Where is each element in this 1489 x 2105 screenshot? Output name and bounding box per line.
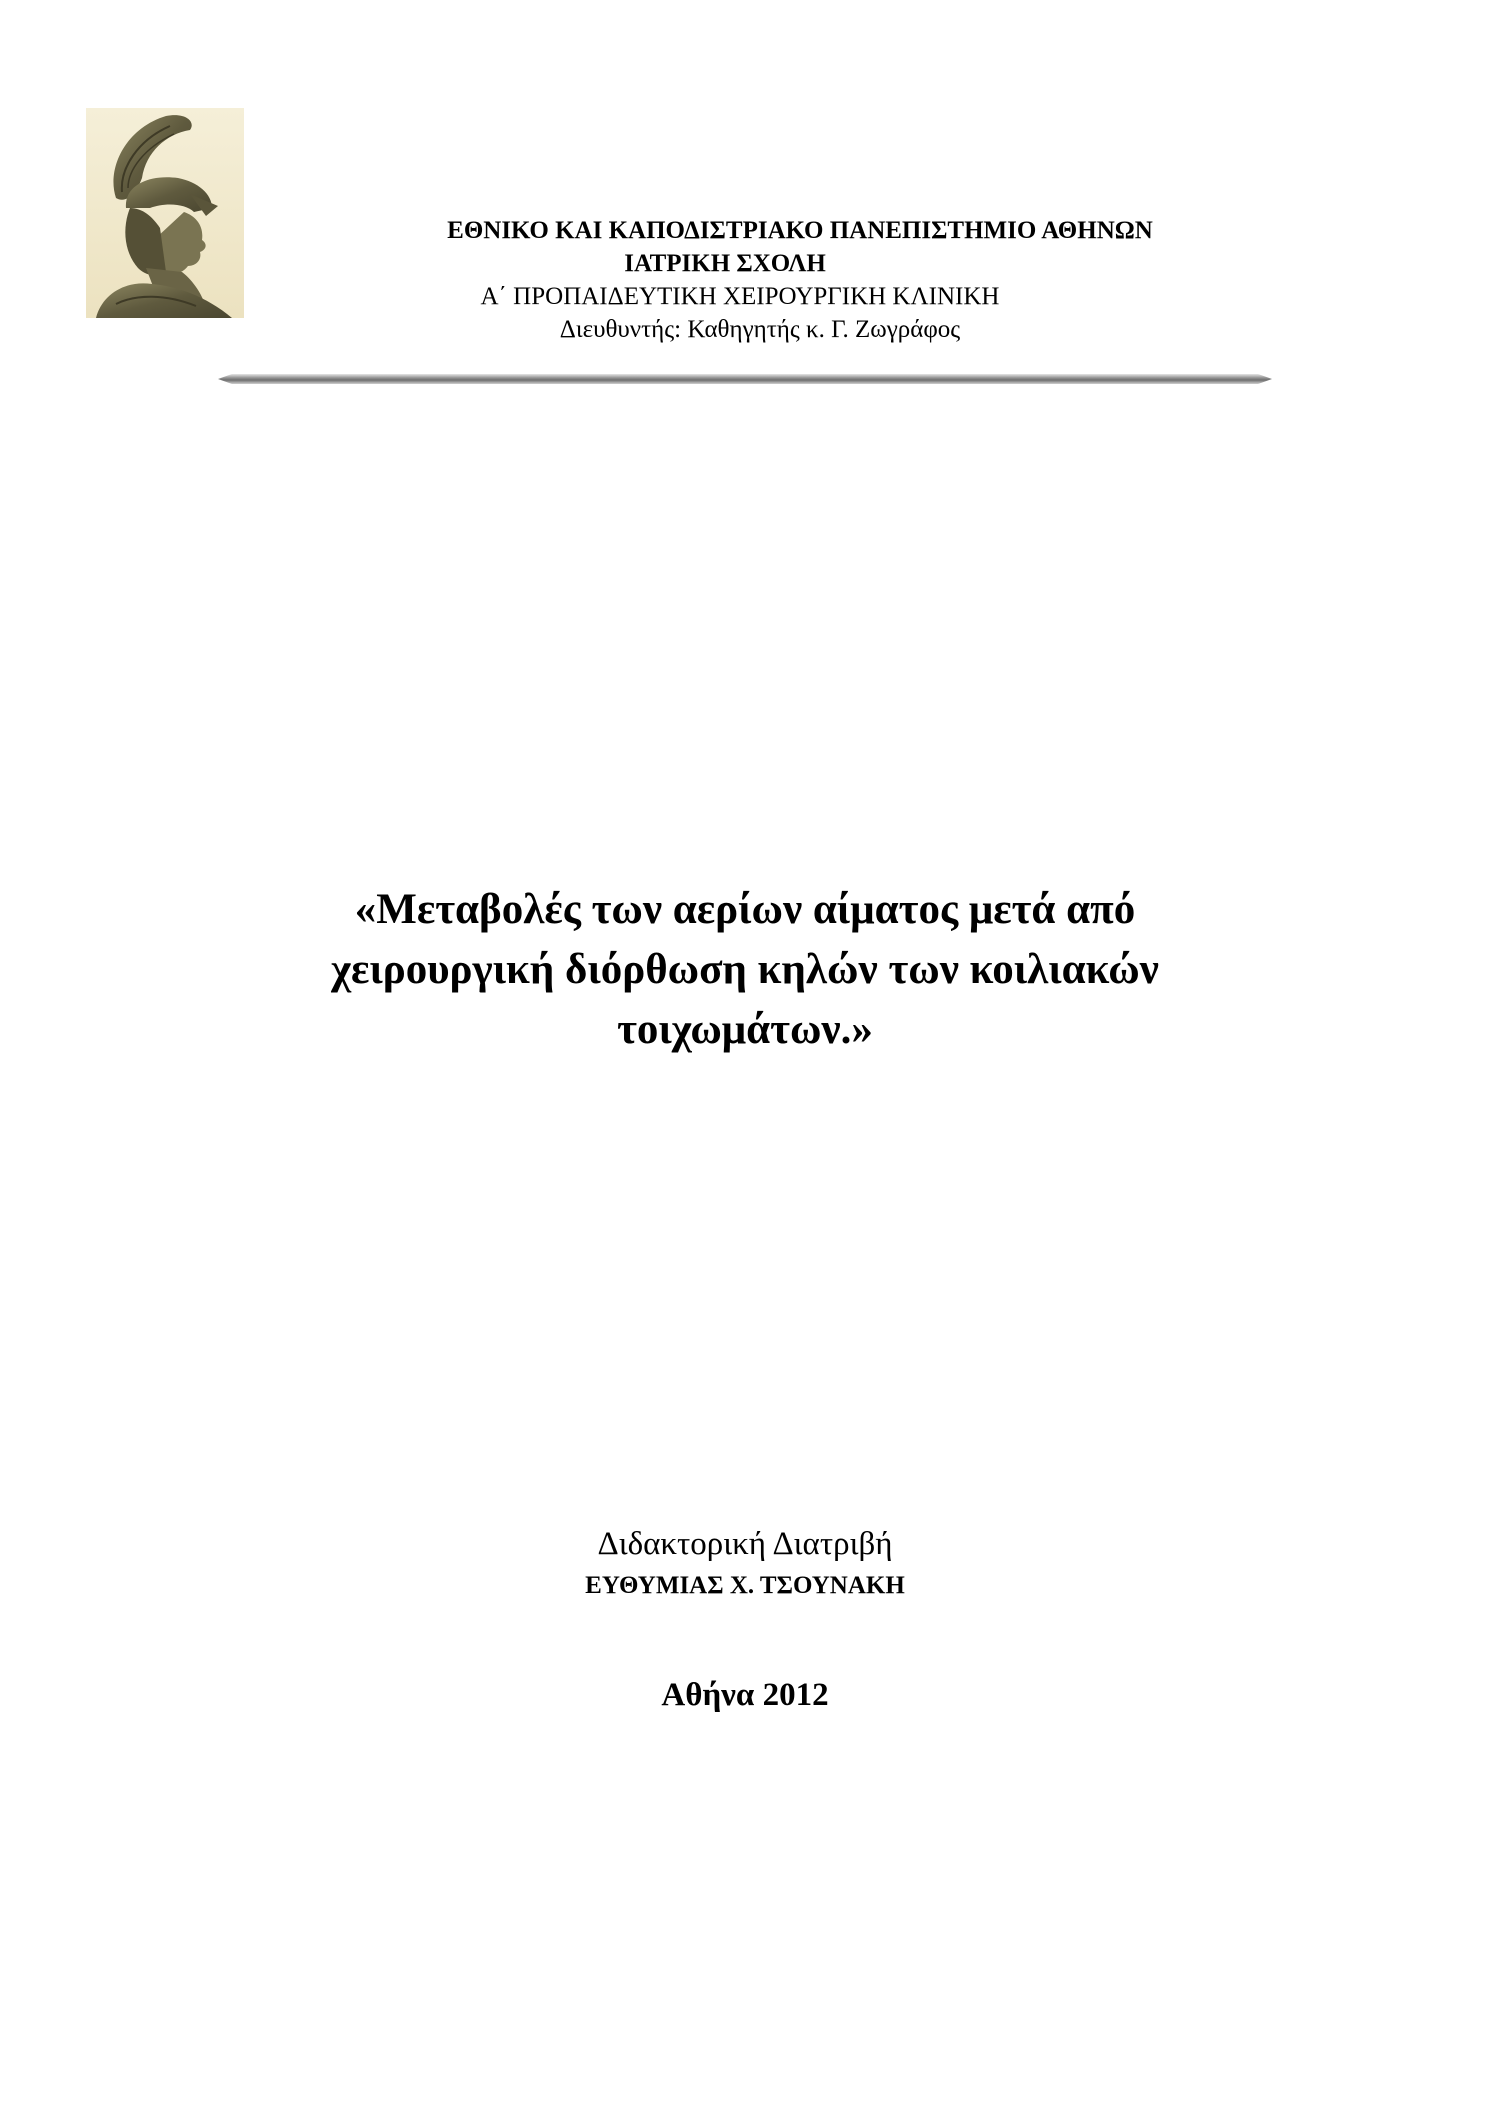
- place-and-date: Αθήνα 2012: [661, 1677, 829, 1713]
- thesis-type-label: Διδακτορική Διατριβή: [597, 1526, 893, 1562]
- title-line-3: τοιχωμάτων.»: [617, 1006, 873, 1053]
- university-name: ΕΘΝΙΚΟ ΚΑΙ ΚΑΠΟΔΙΣΤΡΙΑΚΟ ΠΑΝΕΠΙΣΤΗΜΙΟ ΑΘΗΝΩΝ: [447, 217, 1153, 244]
- title-line-2: χειρουργική διόρθωση κηλών των κοιλιακών: [331, 946, 1159, 993]
- thesis-title: [150, 880, 1340, 1060]
- institution-header: [300, 214, 1300, 346]
- title-line-1: «Μεταβολές των αερίων αίματος μετά από: [354, 886, 1136, 933]
- author-name: ΕΥΘΥΜΙΑΣ Χ. ΤΣΟΥΝΑΚΗ: [585, 1572, 905, 1599]
- header-divider: [218, 372, 1272, 386]
- school-name: ΙΑΤΡΙΚΗ ΣΧΟΛΗ: [624, 250, 826, 277]
- clinic-name: Α΄ ΠΡΟΠΑΙΔΕΥΤΙΚΗ ΧΕΙΡΟΥΡΓΙΚΗ ΚΛΙΝΙΚΗ: [480, 283, 1000, 310]
- director-line: Διευθυντής: Καθηγητής κ. Γ. Ζωγράφος: [559, 316, 961, 343]
